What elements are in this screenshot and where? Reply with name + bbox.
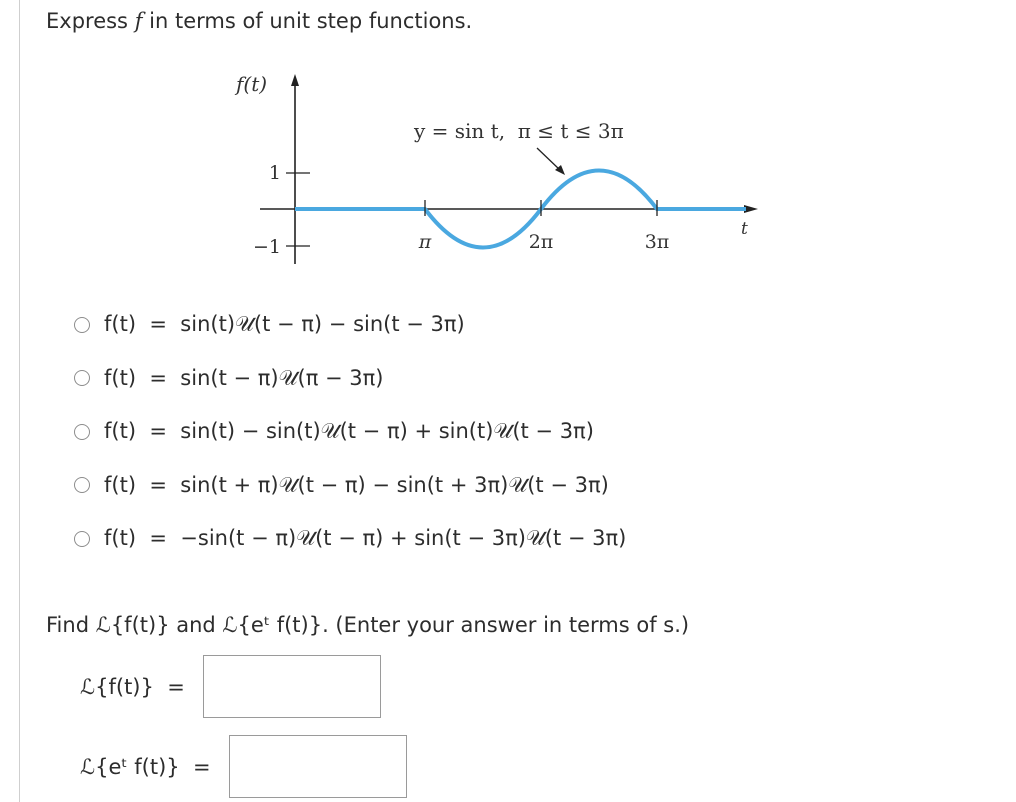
- radio-button[interactable]: [74, 370, 90, 386]
- laplace-f-input[interactable]: [203, 655, 381, 718]
- graph-annotation: y = sin t, π ≤ t ≤ 3π: [414, 119, 624, 143]
- y-tick-label-neg1: −1: [252, 236, 281, 258]
- option-3[interactable]: [74, 405, 626, 459]
- laplace-f-row: [80, 655, 381, 718]
- laplace-etf-label: ℒ{eᵗ f(t)} =: [80, 754, 211, 779]
- option-2[interactable]: [74, 352, 626, 406]
- left-border: [19, 0, 20, 802]
- laplace-etf-input[interactable]: [229, 735, 407, 798]
- laplace-question: Find ℒ{f(t)} and ℒ{eᵗ f(t)}. (Enter your answer in terms of s.): [46, 613, 690, 637]
- radio-button[interactable]: [74, 477, 90, 493]
- x-axis-arrow: [744, 205, 758, 213]
- y-axis-arrow: [291, 74, 299, 86]
- answer-options: [74, 298, 626, 566]
- x-tick-label-3pi: 3π: [644, 231, 670, 253]
- option-1[interactable]: [74, 298, 626, 352]
- x-axis-label: t: [741, 219, 748, 239]
- radio-button[interactable]: [74, 424, 90, 440]
- y-axis-label: f(t): [236, 72, 268, 96]
- y-tick-label-1: 1: [268, 162, 281, 184]
- radio-button[interactable]: [74, 317, 90, 333]
- laplace-f-label: ℒ{f(t)} =: [80, 674, 185, 699]
- option-text: f(t) = −sin(t − π)𝒰(t − π) + sin(t − 3π)𝒰(t − 3π): [104, 526, 627, 551]
- radio-button[interactable]: [74, 531, 90, 547]
- x-tick-label-pi: π: [418, 231, 432, 253]
- x-tick-label-2pi: 2π: [528, 231, 554, 253]
- option-5[interactable]: [74, 512, 626, 566]
- function-graph: [226, 64, 766, 269]
- option-text: f(t) = sin(t + π)𝒰(t − π) − sin(t + 3π)𝒰(t − 3π): [104, 472, 609, 497]
- option-text: f(t) = sin(t − π)𝒰(π − 3π): [104, 365, 384, 390]
- option-4[interactable]: [74, 459, 626, 513]
- laplace-etf-row: [80, 735, 407, 798]
- option-text: f(t) = sin(t)𝒰(t − π) − sin(t − 3π): [104, 312, 465, 337]
- question-prompt: Express f in terms of unit step functions.: [46, 9, 473, 33]
- option-text: f(t) = sin(t) − sin(t)𝒰(t − π) + sin(t)𝒰(t − 3π): [104, 419, 594, 444]
- annotation-pointer: [537, 148, 560, 170]
